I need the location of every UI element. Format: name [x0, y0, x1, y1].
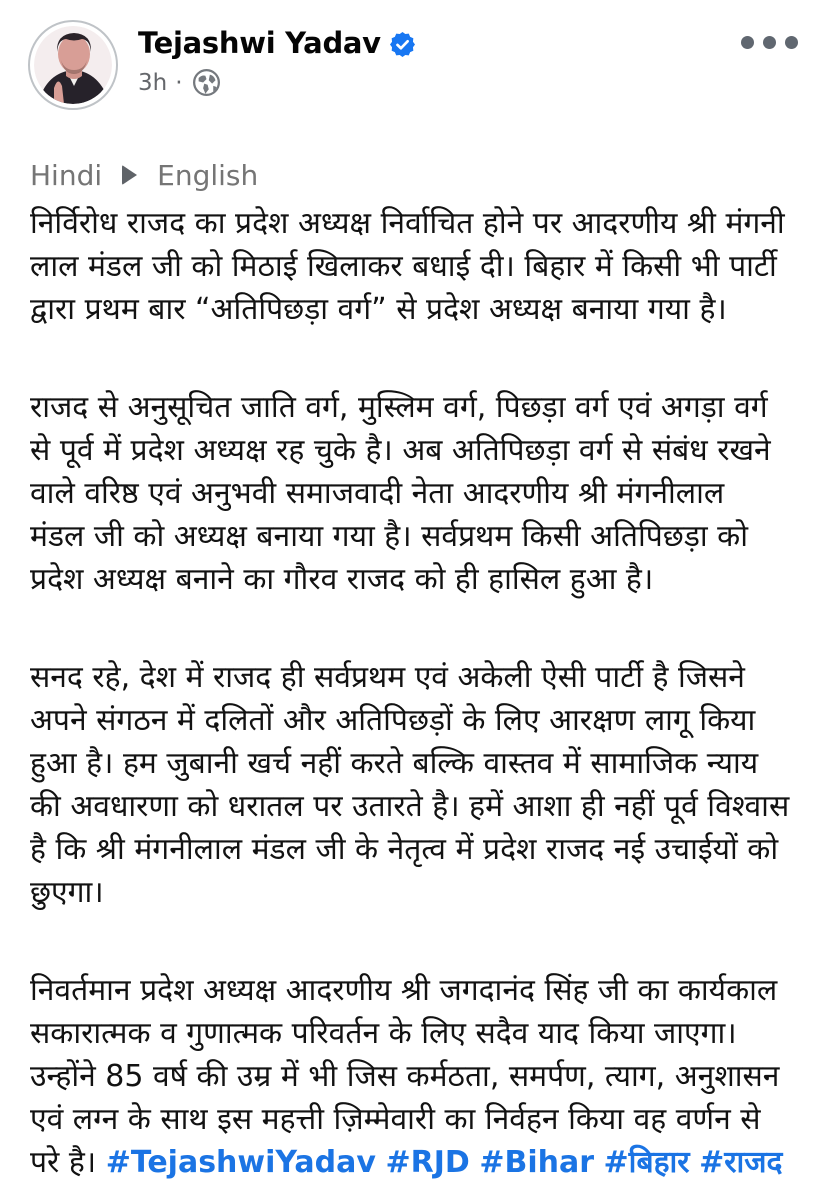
header-text [138, 26, 415, 96]
text-line: निर्विरोध राजद का प्रदेश अध्यक्ष निर्वाचित होने पर आदरणीय श्री मंगनी [30, 206, 785, 241]
translate-source-label: Hindi [30, 158, 103, 192]
text-line: हुआ है। हम जुबानी खर्च नहीं करते बल्कि वास्तव में सामाजिक न्याय [30, 746, 759, 781]
ellipsis-icon [785, 36, 798, 49]
post-timestamp[interactable]: 3h [138, 69, 168, 96]
text-line: निवर्तमान प्रदेश अध्यक्ष आदरणीय श्री जगदानंद सिंह जी का कार्यकाल [30, 973, 778, 1008]
right-triangle-icon [122, 165, 137, 185]
profile-photo [34, 26, 112, 104]
post-text-paragraph [30, 656, 800, 914]
post-meta-row [138, 69, 415, 96]
post-text [30, 202, 800, 1184]
meta-separator: · [175, 69, 183, 96]
text-line: प्रदेश अध्यक्ष बनाने का गौरव राजद को ही हासिल हुआ है। [30, 562, 654, 597]
hashtag-link[interactable]: #Bihar [479, 1145, 594, 1180]
post-text-paragraph [30, 202, 800, 331]
text-line: अपने संगठन में दलितों और अतिपिछड़ों के लिए आरक्षण लागू किया [30, 703, 756, 738]
ellipsis-icon [741, 36, 754, 49]
text-line: छुएगा। [30, 875, 104, 910]
text-line: मंडल जी को अध्यक्ष बनाया गया है। सर्वप्रथम किसी अतिपिछड़ा को [30, 519, 748, 554]
verified-badge-icon [390, 32, 415, 57]
text-line: से पूर्व में प्रदेश अध्यक्ष रह चुके है। अब अतिपिछड़ा वर्ग से संबंध रखने [30, 433, 771, 468]
profile-photo-illustration [34, 26, 112, 104]
hashtag-link[interactable]: #बिहार [603, 1145, 690, 1180]
post-header [0, 0, 826, 110]
text-line: की अवधारणा को धरातल पर उतारते है। हमें आशा ही नहीं पूर्व विश्वास [30, 789, 790, 824]
final-line-prefix: परे है। [30, 1145, 97, 1180]
profile-name-link[interactable]: Tejashwi Yadav [138, 26, 381, 60]
final-text-line [30, 1141, 800, 1184]
profile-avatar[interactable] [28, 20, 118, 110]
globe-icon [193, 69, 220, 96]
hashtag-link[interactable]: #राजद [699, 1145, 783, 1180]
text-line: वाले वरिष्ठ एवं अनुभवी समाजवादी नेता आदरणीय श्री मंगनीलाल [30, 476, 725, 511]
text-line: सकारात्मक व गुणात्मक परिवर्तन के लिए सदैव याद किया जाएगा। [30, 1016, 737, 1051]
name-row [138, 26, 415, 60]
translate-target-label: English [157, 158, 259, 192]
text-line: उन्होंने 85 वर्ष की उम्र में भी जिस कर्मठता, समर्पण, त्याग, अनुशासन [30, 1059, 780, 1094]
translation-toggle[interactable] [30, 156, 826, 194]
text-line: राजद से अनुसूचित जाति वर्ग, मुस्लिम वर्ग, पिछड़ा वर्ग एवं अगड़ा वर्ग [30, 390, 768, 425]
ellipsis-icon [763, 36, 776, 49]
post-text-paragraph [30, 386, 800, 601]
hashtag-link[interactable]: #TejashwiYadav [105, 1145, 376, 1180]
text-line: एवं लग्न के साथ इस महत्ती ज़िम्मेवारी का निर्वहन किया वह वर्णन से [30, 1102, 761, 1137]
text-line: द्वारा प्रथम बार “अतिपिछड़ा वर्ग” से प्रदेश अध्यक्ष बनाया गया है। [30, 292, 727, 327]
text-line: सनद रहे, देश में राजद ही सर्वप्रथम एवं अकेली ऐसी पार्टी है जिसने [30, 660, 745, 695]
text-line: लाल मंडल जी को मिठाई खिलाकर बधाई दी। बिहार में किसी भी पार्टी [30, 249, 777, 284]
post-options-button[interactable] [737, 32, 802, 53]
text-line: है कि श्री मंगनीलाल मंडल जी के नेतृत्व में प्रदेश राजद नई उचाईयों को [30, 832, 779, 867]
hashtag-link[interactable]: #RJD [385, 1145, 470, 1180]
post-text-paragraph [30, 969, 800, 1184]
